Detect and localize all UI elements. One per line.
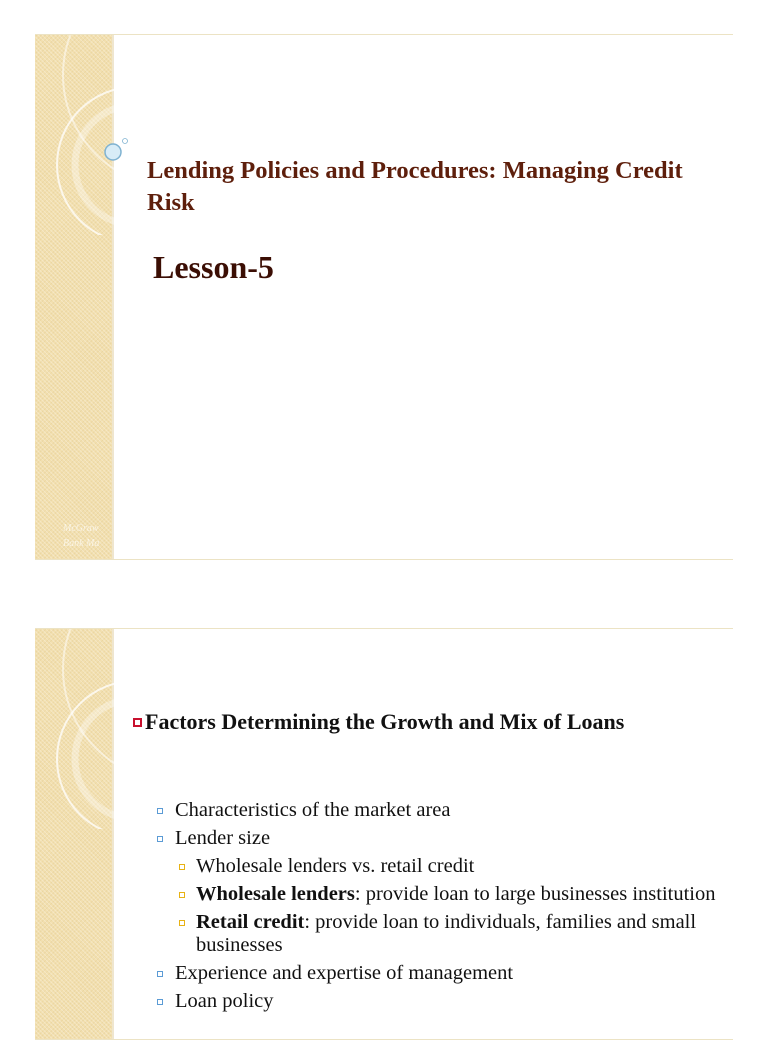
publisher-footer [63, 521, 113, 551]
list-item-text: Experience and expertise of management [175, 962, 514, 984]
hollow-square-bullet-icon [157, 836, 163, 842]
factor-list [157, 799, 717, 1018]
sub-list-item-text: Wholesale lenders vs. retail credit [196, 855, 475, 877]
slide-1 [35, 34, 733, 560]
slide-title: Lending Policies and Procedures: Managing Credit Risk [147, 157, 683, 216]
hollow-square-bullet-icon [179, 864, 185, 870]
term-label: Wholesale lenders [196, 883, 355, 905]
term-label: Retail credit [196, 911, 305, 933]
sub-list-item [175, 855, 717, 878]
list-item-text: Characteristics of the market area [175, 799, 451, 821]
footer-line-1: McGraw [63, 523, 99, 534]
sub-list-item [175, 883, 717, 906]
list-item-text: Lender size [175, 827, 271, 849]
list-item [157, 827, 717, 957]
hollow-square-bullet-icon [157, 971, 163, 977]
list-item [157, 799, 717, 822]
hollow-square-bullet-icon [179, 920, 185, 926]
section-heading [133, 709, 624, 735]
list-item [157, 962, 717, 985]
hollow-square-bullet-icon [157, 808, 163, 814]
list-item-text: Loan policy [175, 990, 274, 1012]
sub-list-item-text: : provide loan to individuals, families and small businesses [196, 911, 697, 956]
list-item [157, 990, 717, 1013]
sub-list-item-text: : provide loan to large businesses institution [354, 883, 716, 905]
square-bullet-icon [133, 718, 142, 727]
footer-line-2: Bank Ma [63, 538, 100, 549]
hollow-square-bullet-icon [179, 892, 185, 898]
section-heading-text: Factors Determining the Growth and Mix of Loans [145, 709, 625, 734]
lesson-label: Lesson-5 [153, 249, 274, 285]
hollow-square-bullet-icon [157, 999, 163, 1005]
sub-list-item [175, 911, 717, 957]
sub-list [175, 855, 717, 957]
slide-2 [35, 628, 733, 1040]
